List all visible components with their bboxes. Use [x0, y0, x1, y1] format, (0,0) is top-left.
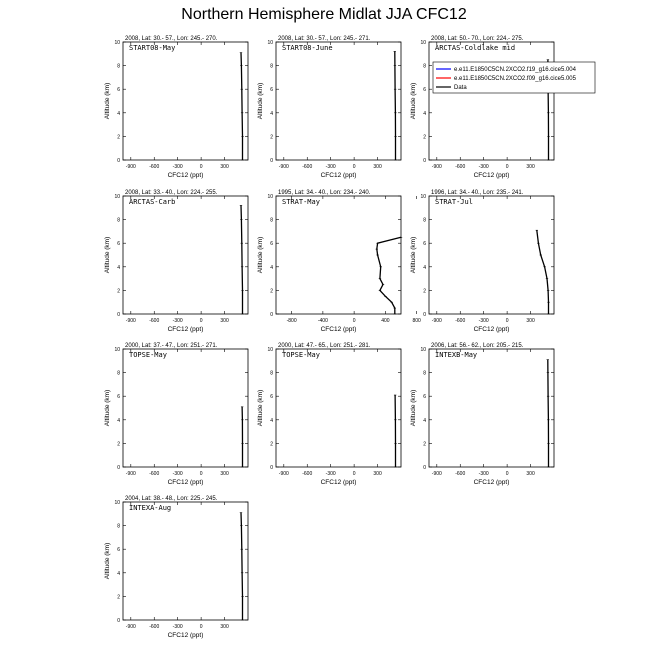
y-axis-label: Altitude (km)	[104, 389, 111, 427]
x-tick-label: -600	[149, 318, 160, 324]
y-tick-label: 2	[423, 288, 426, 295]
y-tick-label: 4	[423, 264, 426, 271]
y-tick-label: 6	[423, 87, 426, 94]
y-tick-label: 2	[117, 288, 120, 295]
x-tick-label: 300	[220, 471, 229, 477]
y-tick-label: 0	[117, 158, 120, 164]
y-tick-label: 8	[117, 523, 120, 530]
y-tick-label: 0	[117, 618, 120, 624]
x-tick-label: 0	[505, 471, 509, 477]
y-tick-label: 4	[117, 110, 120, 117]
y-tick-label: 2	[270, 441, 273, 448]
y-tick-label: 10	[420, 194, 426, 200]
x-axis-label: CFC12 (ppt)	[320, 479, 357, 486]
x-axis-label: CFC12 (ppt)	[320, 326, 357, 333]
y-tick-label: 6	[117, 394, 120, 401]
y-tick-label: 8	[270, 217, 273, 224]
x-axis-label: CFC12 (ppt)	[167, 479, 204, 486]
panel-10	[104, 496, 248, 639]
y-tick-label: 4	[270, 264, 273, 271]
x-tick-label: -600	[149, 624, 160, 630]
y-tick-label: 4	[423, 417, 426, 424]
plot-frame	[429, 349, 554, 467]
y-tick-label: 10	[267, 40, 273, 46]
x-tick-label: 300	[220, 164, 229, 170]
y-tick-label: 4	[270, 417, 273, 424]
y-axis-label: Altitude (km)	[104, 542, 111, 580]
y-tick-label: 2	[270, 134, 273, 141]
x-tick-label: 300	[220, 624, 229, 630]
x-tick-label: -900	[125, 471, 136, 477]
y-axis-label: Altitude (km)	[257, 389, 264, 427]
plot-frame	[123, 349, 248, 467]
y-axis-label: Altitude (km)	[257, 82, 264, 120]
legend-label: Data	[454, 85, 467, 91]
x-tick-label: -600	[149, 471, 160, 477]
x-tick-label: 0	[199, 164, 203, 170]
x-tick-label: 0	[199, 318, 203, 324]
panel-info: 2008, Lat: 33.- 40., Lon: 224.- 255.	[125, 190, 218, 196]
panel-name: INTEXA-Aug	[129, 504, 172, 512]
panel-7	[104, 343, 248, 486]
plot-frame	[123, 196, 248, 314]
data-line	[241, 205, 243, 314]
plot-frame	[276, 349, 401, 467]
x-tick-label: -300	[325, 471, 336, 477]
y-tick-label: 2	[270, 288, 273, 295]
x-tick-label: 300	[373, 471, 382, 477]
y-tick-label: 6	[117, 241, 120, 248]
x-tick-label: -800	[286, 318, 297, 324]
data-line	[395, 51, 396, 160]
y-tick-label: 2	[117, 134, 120, 141]
x-tick-label: -900	[125, 318, 136, 324]
y-axis-label: Altitude (km)	[104, 82, 111, 120]
data-line	[377, 237, 401, 314]
y-tick-label: 8	[117, 63, 120, 70]
x-tick-label: 0	[505, 318, 509, 324]
x-tick-label: -600	[455, 318, 466, 324]
y-tick-label: 0	[270, 465, 273, 471]
y-tick-label: 0	[423, 158, 426, 164]
panel-info: 2000, Lat: 47.- 65., Lon: 251.- 281.	[278, 343, 371, 349]
y-tick-label: 2	[117, 594, 120, 601]
legend-label: e.e11.E1850C5CN.2XCO2.f09_g16.cice5.005	[454, 76, 576, 82]
x-tick-label: -300	[172, 164, 183, 170]
panel-name: INTEXB-May	[435, 351, 478, 359]
y-tick-label: 10	[114, 194, 120, 200]
y-axis-label: Altitude (km)	[410, 389, 417, 427]
y-tick-label: 10	[114, 500, 120, 506]
y-tick-label: 4	[117, 417, 120, 424]
y-tick-label: 2	[117, 441, 120, 448]
y-tick-label: 6	[117, 87, 120, 94]
y-tick-label: 4	[117, 570, 120, 577]
y-axis-label: Altitude (km)	[410, 236, 417, 274]
y-tick-label: 2	[423, 441, 426, 448]
panel-name: TOPSE-May	[282, 351, 320, 359]
y-tick-label: 10	[114, 347, 120, 353]
x-tick-label: -900	[431, 164, 442, 170]
panel-name: START08-May	[129, 44, 176, 52]
y-axis-label: Altitude (km)	[257, 236, 264, 274]
y-tick-label: 8	[423, 370, 426, 377]
y-tick-label: 10	[420, 40, 426, 46]
y-tick-label: 0	[423, 312, 426, 318]
y-tick-label: 10	[267, 347, 273, 353]
y-tick-label: 6	[270, 241, 273, 248]
panel-info: 1995, Lat: 34.- 40., Lon: 234.- 240.	[278, 190, 371, 196]
x-axis-label: CFC12 (ppt)	[473, 479, 510, 486]
x-tick-label: -600	[455, 164, 466, 170]
y-tick-label: 0	[270, 158, 273, 164]
x-tick-label: -300	[172, 624, 183, 630]
panel-1	[104, 36, 248, 179]
y-tick-label: 10	[420, 347, 426, 353]
x-tick-label: -600	[455, 471, 466, 477]
y-axis-label: Altitude (km)	[104, 236, 111, 274]
plot-frame	[429, 196, 554, 314]
panel-name: ARCTAS-Carb	[129, 198, 176, 206]
y-axis-label: Altitude (km)	[410, 82, 417, 120]
x-tick-label: -300	[478, 318, 489, 324]
x-tick-label: 0	[199, 624, 203, 630]
data-line	[241, 513, 243, 620]
data-line	[241, 53, 243, 160]
x-axis-label: CFC12 (ppt)	[473, 172, 510, 179]
plot-frame	[276, 42, 401, 160]
panel-info: 2000, Lat: 37.- 47., Lon: 251.- 271.	[125, 343, 218, 349]
y-tick-label: 4	[117, 264, 120, 271]
x-axis-label: CFC12 (ppt)	[167, 326, 204, 333]
panel-info: 1996, Lat: 34.- 40., Lon: 235.- 241.	[431, 190, 524, 196]
x-axis-label: CFC12 (ppt)	[320, 172, 357, 179]
panel-name: START08-June	[282, 44, 333, 52]
panel-info: 2008, Lat: 50.- 70., Lon: 224.- 275.	[431, 36, 524, 42]
y-tick-label: 8	[423, 217, 426, 224]
data-line	[548, 360, 549, 467]
x-tick-label: 0	[505, 164, 509, 170]
panel-2	[257, 36, 401, 179]
x-axis-label: CFC12 (ppt)	[167, 632, 204, 639]
plot-frame	[123, 502, 248, 620]
x-tick-label: -600	[302, 164, 313, 170]
y-tick-label: 8	[270, 63, 273, 70]
x-tick-label: 0	[199, 471, 203, 477]
y-tick-label: 6	[423, 394, 426, 401]
y-tick-label: 8	[270, 370, 273, 377]
x-tick-label: -900	[431, 471, 442, 477]
x-tick-label: 300	[526, 471, 535, 477]
panel-name: STRAT-May	[282, 198, 320, 206]
x-tick-label: -900	[125, 624, 136, 630]
y-tick-label: 6	[270, 87, 273, 94]
legend	[433, 62, 595, 93]
panel-info: 2006, Lat: 56.- 62., Lon: 205.- 215.	[431, 343, 524, 349]
plot-frame	[123, 42, 248, 160]
x-tick-label: 300	[220, 318, 229, 324]
y-tick-label: 4	[270, 110, 273, 117]
y-tick-label: 0	[117, 312, 120, 318]
panel-9	[410, 343, 554, 486]
y-tick-label: 6	[270, 394, 273, 401]
panel-5	[257, 190, 421, 333]
panel-4	[104, 190, 248, 333]
x-tick-label: -900	[278, 471, 289, 477]
x-tick-label: -400	[317, 318, 328, 324]
x-tick-label: -900	[125, 164, 136, 170]
y-tick-label: 8	[423, 63, 426, 70]
x-tick-label: -300	[325, 164, 336, 170]
x-tick-label: -600	[302, 471, 313, 477]
x-tick-label: 0	[352, 318, 356, 324]
x-tick-label: 300	[526, 164, 535, 170]
x-tick-label: 400	[381, 318, 390, 324]
x-axis-label: CFC12 (ppt)	[473, 326, 510, 333]
x-tick-label: -600	[149, 164, 160, 170]
y-tick-label: 4	[423, 110, 426, 117]
x-tick-label: -300	[478, 164, 489, 170]
y-tick-label: 8	[117, 370, 120, 377]
data-line	[537, 230, 549, 314]
panel-name: STRAT-Jul	[435, 198, 473, 206]
y-tick-label: 8	[117, 217, 120, 224]
x-tick-label: 0	[352, 471, 356, 477]
x-tick-label: -900	[278, 164, 289, 170]
panel-8	[257, 343, 401, 486]
x-tick-label: -300	[478, 471, 489, 477]
panel-6	[410, 190, 554, 333]
panel-info: 2008, Lat: 30.- 57., Lon: 245.- 270.	[125, 36, 218, 42]
panel-3	[410, 36, 554, 179]
panel-name: ARCTAS-Coldlake mid	[435, 44, 516, 52]
x-tick-label: 300	[526, 318, 535, 324]
panel-info: 2004, Lat: 38.- 48., Lon: 225.- 245.	[125, 496, 218, 502]
panel-info: 2008, Lat: 30.- 57., Lon: 245.- 271.	[278, 36, 371, 42]
x-tick-label: -300	[172, 471, 183, 477]
y-tick-label: 6	[423, 241, 426, 248]
figure-title: Northern Hemisphere Midlat JJA CFC12	[181, 6, 467, 23]
y-tick-label: 0	[117, 465, 120, 471]
x-tick-label: -300	[172, 318, 183, 324]
x-axis-label: CFC12 (ppt)	[167, 172, 204, 179]
plot-frame	[276, 196, 401, 314]
panel-name: TOPSE-May	[129, 351, 167, 359]
y-tick-label: 0	[270, 312, 273, 318]
y-tick-label: 10	[267, 194, 273, 200]
x-tick-label: 800	[412, 318, 421, 324]
x-tick-label: 0	[352, 164, 356, 170]
y-tick-label: 0	[423, 465, 426, 471]
x-tick-label: -900	[431, 318, 442, 324]
x-tick-label: 300	[373, 164, 382, 170]
y-tick-label: 10	[114, 40, 120, 46]
plot-frame	[429, 42, 554, 160]
y-tick-label: 6	[117, 547, 120, 554]
y-tick-label: 2	[423, 134, 426, 141]
legend-label: e.e11.E1850C5CN.2XCO2.f19_g16.cice5.004	[454, 67, 576, 73]
